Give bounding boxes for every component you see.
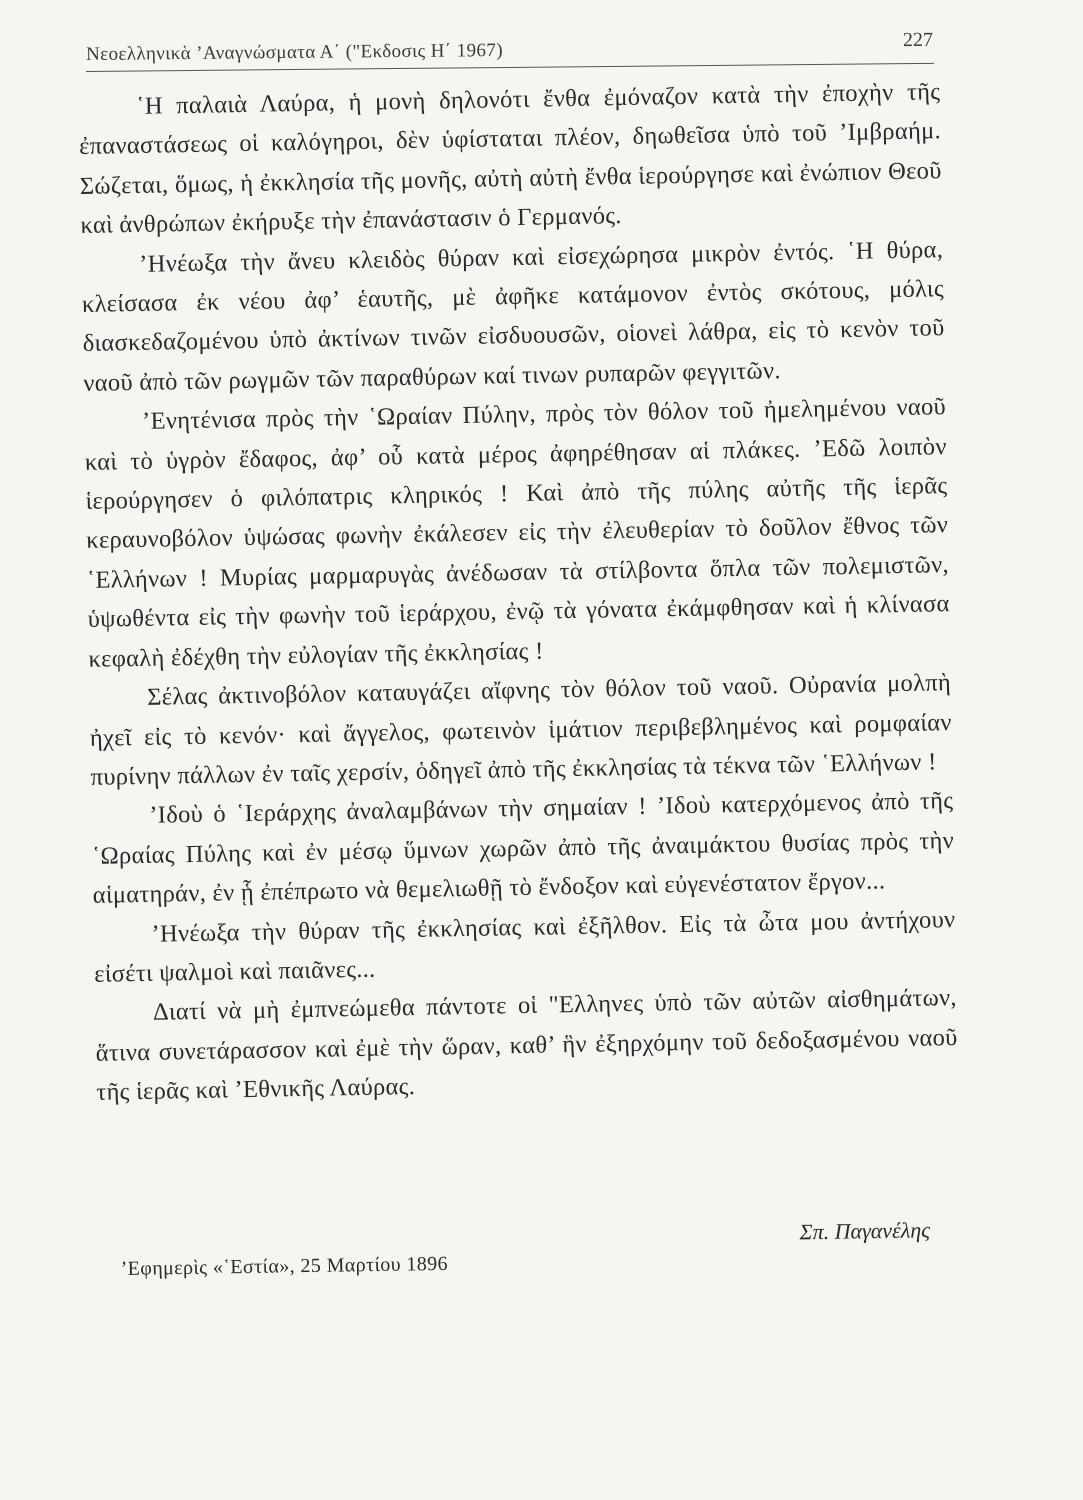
page-number: 227 <box>902 28 934 52</box>
paragraph: ῾Η παλαιὰ Λαύρα, ἡ μονὴ δηλονότι ἔνθα ἐμόναζον κατὰ τὴν ἐποχὴν τῆς ἐπαναστάσεως οἱ καλόγηροι, δὲν ὑφίσταται πλέον, δηωθεῖσα ὑπὸ τοῦ ’Ιμβραήμ. Σώζεται, ὅμως, ἡ ἐκκλησία τῆς μονῆς, αὐτὴ αὐτὴ ἔνθα ἱερούργησε καὶ ἐνώπιον Θεοῦ καὶ ἀνθρώπων ἐκήρυξε τὴν ἐπανάστασιν ὁ Γερμανός. <box>78 78 942 240</box>
paragraph: ’Ενητένισα πρὸς τὴν ῾Ωραίαν Πύλην, πρὸς τὸν θόλον τοῦ ἠμελημένου ναοῦ καὶ τὸ ὑγρὸν ἔδαφος, ἀφ’ οὗ κατὰ μέρος ἀφηρέθησαν αἱ πλάκες. ’Εδῶ λοιπὸν ἱερούργησεν ὁ φιλόπατρις κληρικός ! Καὶ ἀπὸ τῆς πύλης αὐτῆς τῆς ἱερᾶς κεραυνοβόλον ὑψώσας φωνὴν ἐκάλεσεν εἰς τὴν ἐλευθερίαν τὸ δοῦλον ἔθνος τῶν ῾Ελλήνων ! Μυρίας μαρμαρυγὰς ἀνέδωσαν τὰ στίλβοντα ὅπλα τῶν πολεμιστῶν, ὑψωθέντα εἰς τὴν φωνὴν τοῦ ἱεράρχου, ἐνῷ τὰ γόνατα ἐκάμφθησαν καὶ ἡ κλίνασα κεφαλὴ ἐδέχθη τὴν εὐλογίαν τῆς ἐκκλησίας ! <box>84 393 950 673</box>
paragraph: ’Ιδοὺ ὁ ῾Ιεράρχης ἀναλαμβάνων τὴν σημαίαν ! ’Ιδοὺ κατερχόμενος ἀπὸ τῆς ῾Ωραίας Πύλης καὶ ἐν μέσῳ ὕμνων χωρῶν ἀπὸ τῆς ἀναιμάκτου θυσίας πρὸς τὴν αἱματηράν, ἐν ᾗ ἐπέπρωτο νὰ θεμελιωθῇ τὸ ἔνδοξον καὶ εὐγενέστατον ἔργον... <box>91 787 955 909</box>
paragraph: Σέλας ἀκτινοβόλον καταυγάζει αἴφνης τὸν θόλον τοῦ ναοῦ. Οὐρανία μολπὴ ἠχεῖ εἰς τὸ κενόν· καὶ ἄγγελος, φωτεινὸν ἱμάτιον περιβεβλημένος καὶ ρομφαίαν πυρίνην πάλλων ἐν ταῖς χερσίν, ὁδηγεῖ ἀπὸ τῆς ἐκκλησίας τὰ τέκνα τῶν ῾Ελλήνων ! <box>89 669 953 791</box>
source-citation: ’Εφημερὶς «῾Εστία», 25 Μαρτίου 1896 <box>120 1252 449 1280</box>
paragraph: ’Ηνέωξα τὴν ἄνευ κλειδὸς θύραν καὶ εἰσεχώρησα μικρὸν ἐντός. ῾Η θύρα, κλείσασα ἐκ νέου ἀφ’ ἑαυτῆς, μὲ ἀφῆκε κατάμονον ἐντὸς σκότους, μόλις διασκεδαζομένου ὑπὸ ἀκτίνων τινῶν εἰσδυουσῶν, οἱονεὶ λάθρα, εἰς τὸ κενὸν τοῦ ναοῦ ἀπὸ τῶν ρωγμῶν τῶν παραθύρων καί τινων ρυπαρῶν φεγγιτῶν. <box>81 235 945 397</box>
paragraph: ’Ηνέωξα τὴν θύραν τῆς ἐκκλησίας καὶ ἐξῆλθον. Εἰς τὰ ὦτα μου ἀντήχουν εἰσέτι ψαλμοὶ καὶ παιᾶνες... <box>93 905 956 988</box>
running-title: Νεοελληνικὰ ’Αναγνώσματα Α΄ ("Εκδοσις Η΄ 1967) <box>85 39 504 65</box>
body-text <box>78 72 959 1112</box>
author-signature: Σπ. Παγανέλης <box>799 1217 931 1245</box>
page-header <box>86 20 933 70</box>
page-footer <box>120 1217 931 1290</box>
paragraph: Διατί νὰ μὴ ἐμπνεώμεθα πάντοτε οἱ "Ελληνες ὑπὸ τῶν αὐτῶν αἰσθημάτων, ἅτινα συνετάρασσον καὶ ἐμὲ τὴν ὥραν, καθ’ ἣν ἐξηρχόμην τοῦ δεδοξασμένου ναοῦ τῆς ἱερᾶς καὶ ’Εθνικῆς Λαύρας. <box>95 984 958 1106</box>
